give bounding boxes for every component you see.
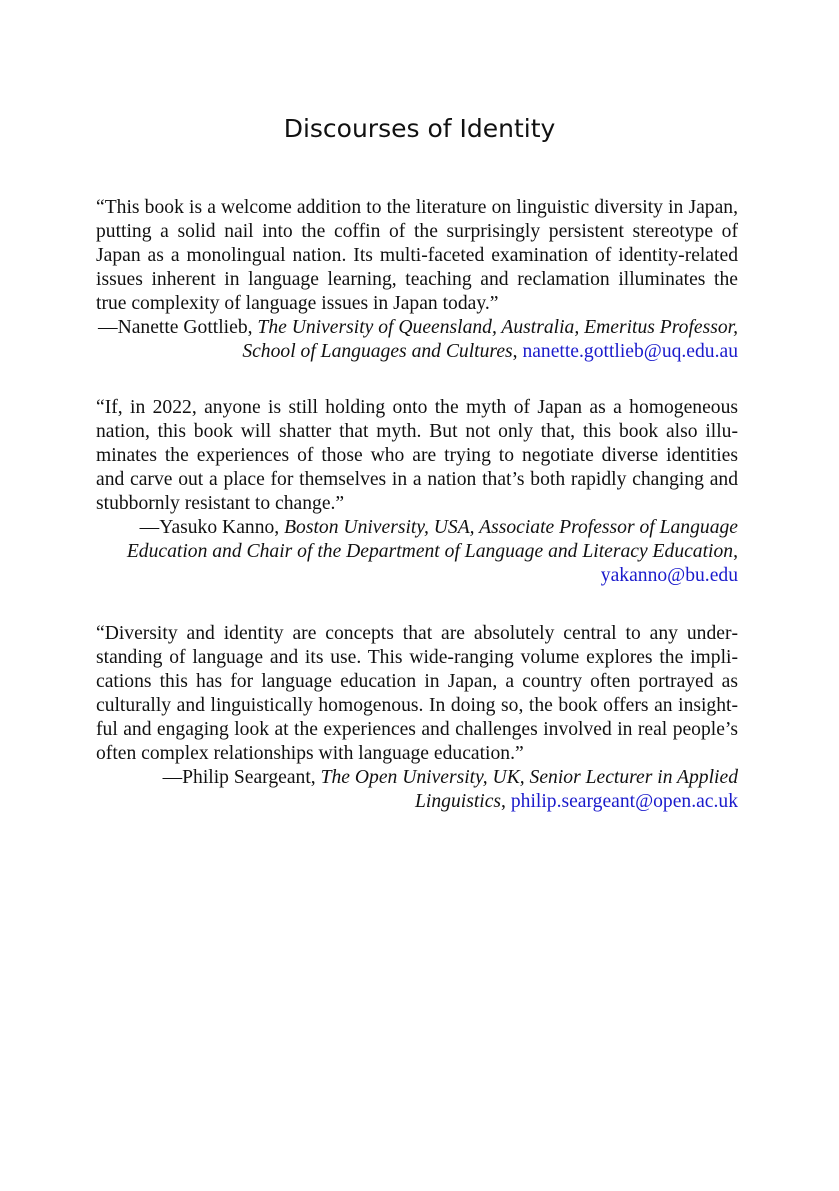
endorser-affiliation: Boston University, USA, Associate Professor of Language Education and Chair of the Department of Language and Literacy Education <box>126 517 738 562</box>
endorsement-attribution: —Nanette Gottlieb, The University of Queensland, Australia, Emeritus Professor, School of Languages and Cultures, nanette.gottlieb@uq.edu.au <box>97 317 738 362</box>
endorser-email-link[interactable]: nanette.gottlieb@uq.edu.au <box>522 341 738 362</box>
endorsement-attribution: —Philip Seargeant, The Open University, UK, Senior Lecturer in Applied Linguistics, philip.seargeant@open.ac.uk <box>162 767 738 812</box>
endorser-affiliation: The University of Queensland, Australia, Emeritus Professor, School of Languages and Cultures <box>242 317 738 362</box>
endorser-name: —Nanette Gottlieb, <box>97 317 253 338</box>
endorsement <box>96 396 738 588</box>
endorser-email-link[interactable]: philip.seargeant@open.ac.uk <box>510 791 738 812</box>
endorser-affiliation: The Open University, UK, Senior Lecturer in Applied Linguistics <box>320 767 738 812</box>
endorsement-quote: “Diversity and identity are concepts that are absolutely central to any understanding of language and its use. This wide-ranging volume explores the implications this has for language education in Japan, a country often portrayed as culturally and linguistically homogenous. In doing so, the book offers an insightful and engaging look at the experiences and challenges involved in real people’s often complex relationships with language education.” <box>96 623 738 764</box>
endorsement-quote: “If, in 2022, anyone is still holding onto the myth of Japan as a homogeneous nation, this book will shatter that myth. But not only that, this book also illuminates the experiences of those who are trying to negotiate diverse identities and carve out a place for themselves in a nation that’s both rapidly changing and stubbornly resistant to change.” <box>96 397 738 514</box>
endorsement-attribution: —Yasuko Kanno, Boston University, USA, Associate Professor of Language Education and Chair of the Department of Language and Literacy Education, yakanno@bu.edu <box>126 517 738 586</box>
endorser-email-link[interactable]: yakanno@bu.edu <box>600 565 738 586</box>
endorser-name: —Yasuko Kanno, <box>139 517 280 538</box>
page-title: Discourses of Identity <box>283 114 556 143</box>
endorsement-quote: “This book is a welcome addition to the literature on linguistic diversity in Japan, putting a solid nail into the coffin of the surprisingly persistent stereotype of Japan as a monolingual nation. Its multi-faceted examination of identity-related issues inherent in language learning, teaching and reclamation illuminates the true complexity of language issues in Japan today.” <box>96 197 738 314</box>
endorser-name: —Philip Seargeant, <box>162 767 316 788</box>
endorsement <box>96 622 738 814</box>
endorsement <box>96 196 738 364</box>
